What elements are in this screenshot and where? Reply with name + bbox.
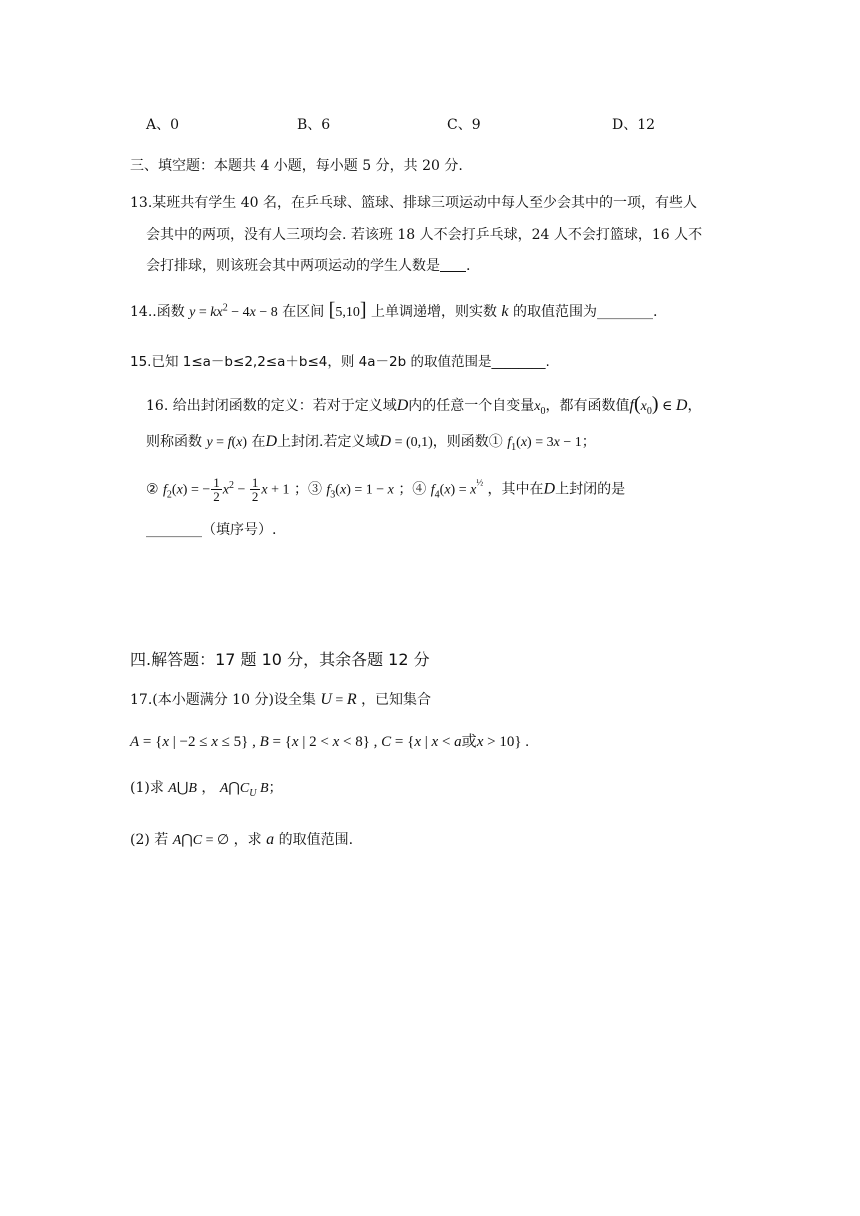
q16-line2-d: ，则函数① [432, 434, 503, 450]
option-d: D、12 [612, 117, 656, 133]
option-a: A、0 [146, 117, 180, 133]
question-15: 15.已知 1≤a－b≤2,2≤a＋b≤4，则 4a－2b 的取值范围是________. [130, 354, 550, 370]
q13-line3-end: . [466, 258, 471, 274]
q14-mid2: 上单调递增，则实数 [370, 304, 497, 320]
q13-blank [440, 257, 466, 272]
q16-line4: ________（填序号）. [146, 522, 277, 538]
q16-line2-c: 上封闭.若定义域 [277, 434, 380, 450]
q14-suffix: 的取值范围为________. [512, 304, 658, 320]
option-b: B、6 [297, 117, 331, 133]
section3-header: 三、填空题：本题共 4 小题，每小题 5 分，共 20 分. [130, 158, 463, 174]
q17-part2-a: (2) 若 [130, 832, 169, 848]
q14-interval: [5,10] [328, 299, 367, 321]
q17-part2-c: 的取值范围. [278, 832, 354, 848]
q17-sets: A = {x | −2 ≤ x ≤ 5} , B = {x | 2 < x < 8} , C = {x | x < a或x > 10} . [130, 734, 530, 750]
q16-line1-a: 16. 给出封闭函数的定义：若对于定义域 [146, 398, 397, 414]
section4-header: 四.解答题：17 题 10 分，其余各题 12 分 [130, 650, 430, 669]
question-14: 14..函数 $y = kx^2 - 4x - 8$ 在区间 [5,10] 上单调递增，则实数 k 的取值范围为________. [130, 299, 658, 321]
q16-line1-c: ，都有函数值 [545, 398, 630, 414]
q16-line2-a: 则称函数 [146, 434, 202, 450]
q17-intro-a: 17.(本小题满分 10 分)设全集 [130, 692, 316, 708]
q16-line2-b: 在 [251, 434, 266, 450]
q13-line2: 会其中的两项，没有人三项均会. 若该班 18 人不会打乒乓球，24 人不会打篮球，16 人不 [146, 227, 703, 243]
q16-line3-d: ，其中在 [487, 481, 544, 498]
q16-line3-e: 上封闭的是 [555, 481, 626, 498]
q16-line3-b: ；③ [293, 481, 322, 498]
q14-function: y [189, 305, 196, 320]
q13-line3: 会打排球，则该班会其中两项运动的学生人数是 [146, 258, 440, 274]
q14-prefix: 14..函数 [130, 304, 185, 320]
q16-line1-b: 内的任意一个自变量 [408, 398, 535, 414]
q16-line3-a: ② [146, 481, 159, 498]
q17-part1-b: ， [201, 780, 216, 796]
q13-line1: 13.某班共有学生 40 名，在乒乓球、篮球、排球三项运动中每人至少会其中的一项，有些人 [130, 195, 697, 211]
q17-part2-b: ，求 [233, 832, 262, 848]
q17-part1-a: (1)求 [130, 780, 164, 796]
q14-var-k: k [501, 303, 509, 320]
option-c: C、9 [447, 117, 481, 133]
q14-mid: 在区间 [282, 304, 325, 320]
q16-line3-c: ；④ [398, 481, 427, 498]
q17-intro-b: ，已知集合 [361, 692, 432, 708]
